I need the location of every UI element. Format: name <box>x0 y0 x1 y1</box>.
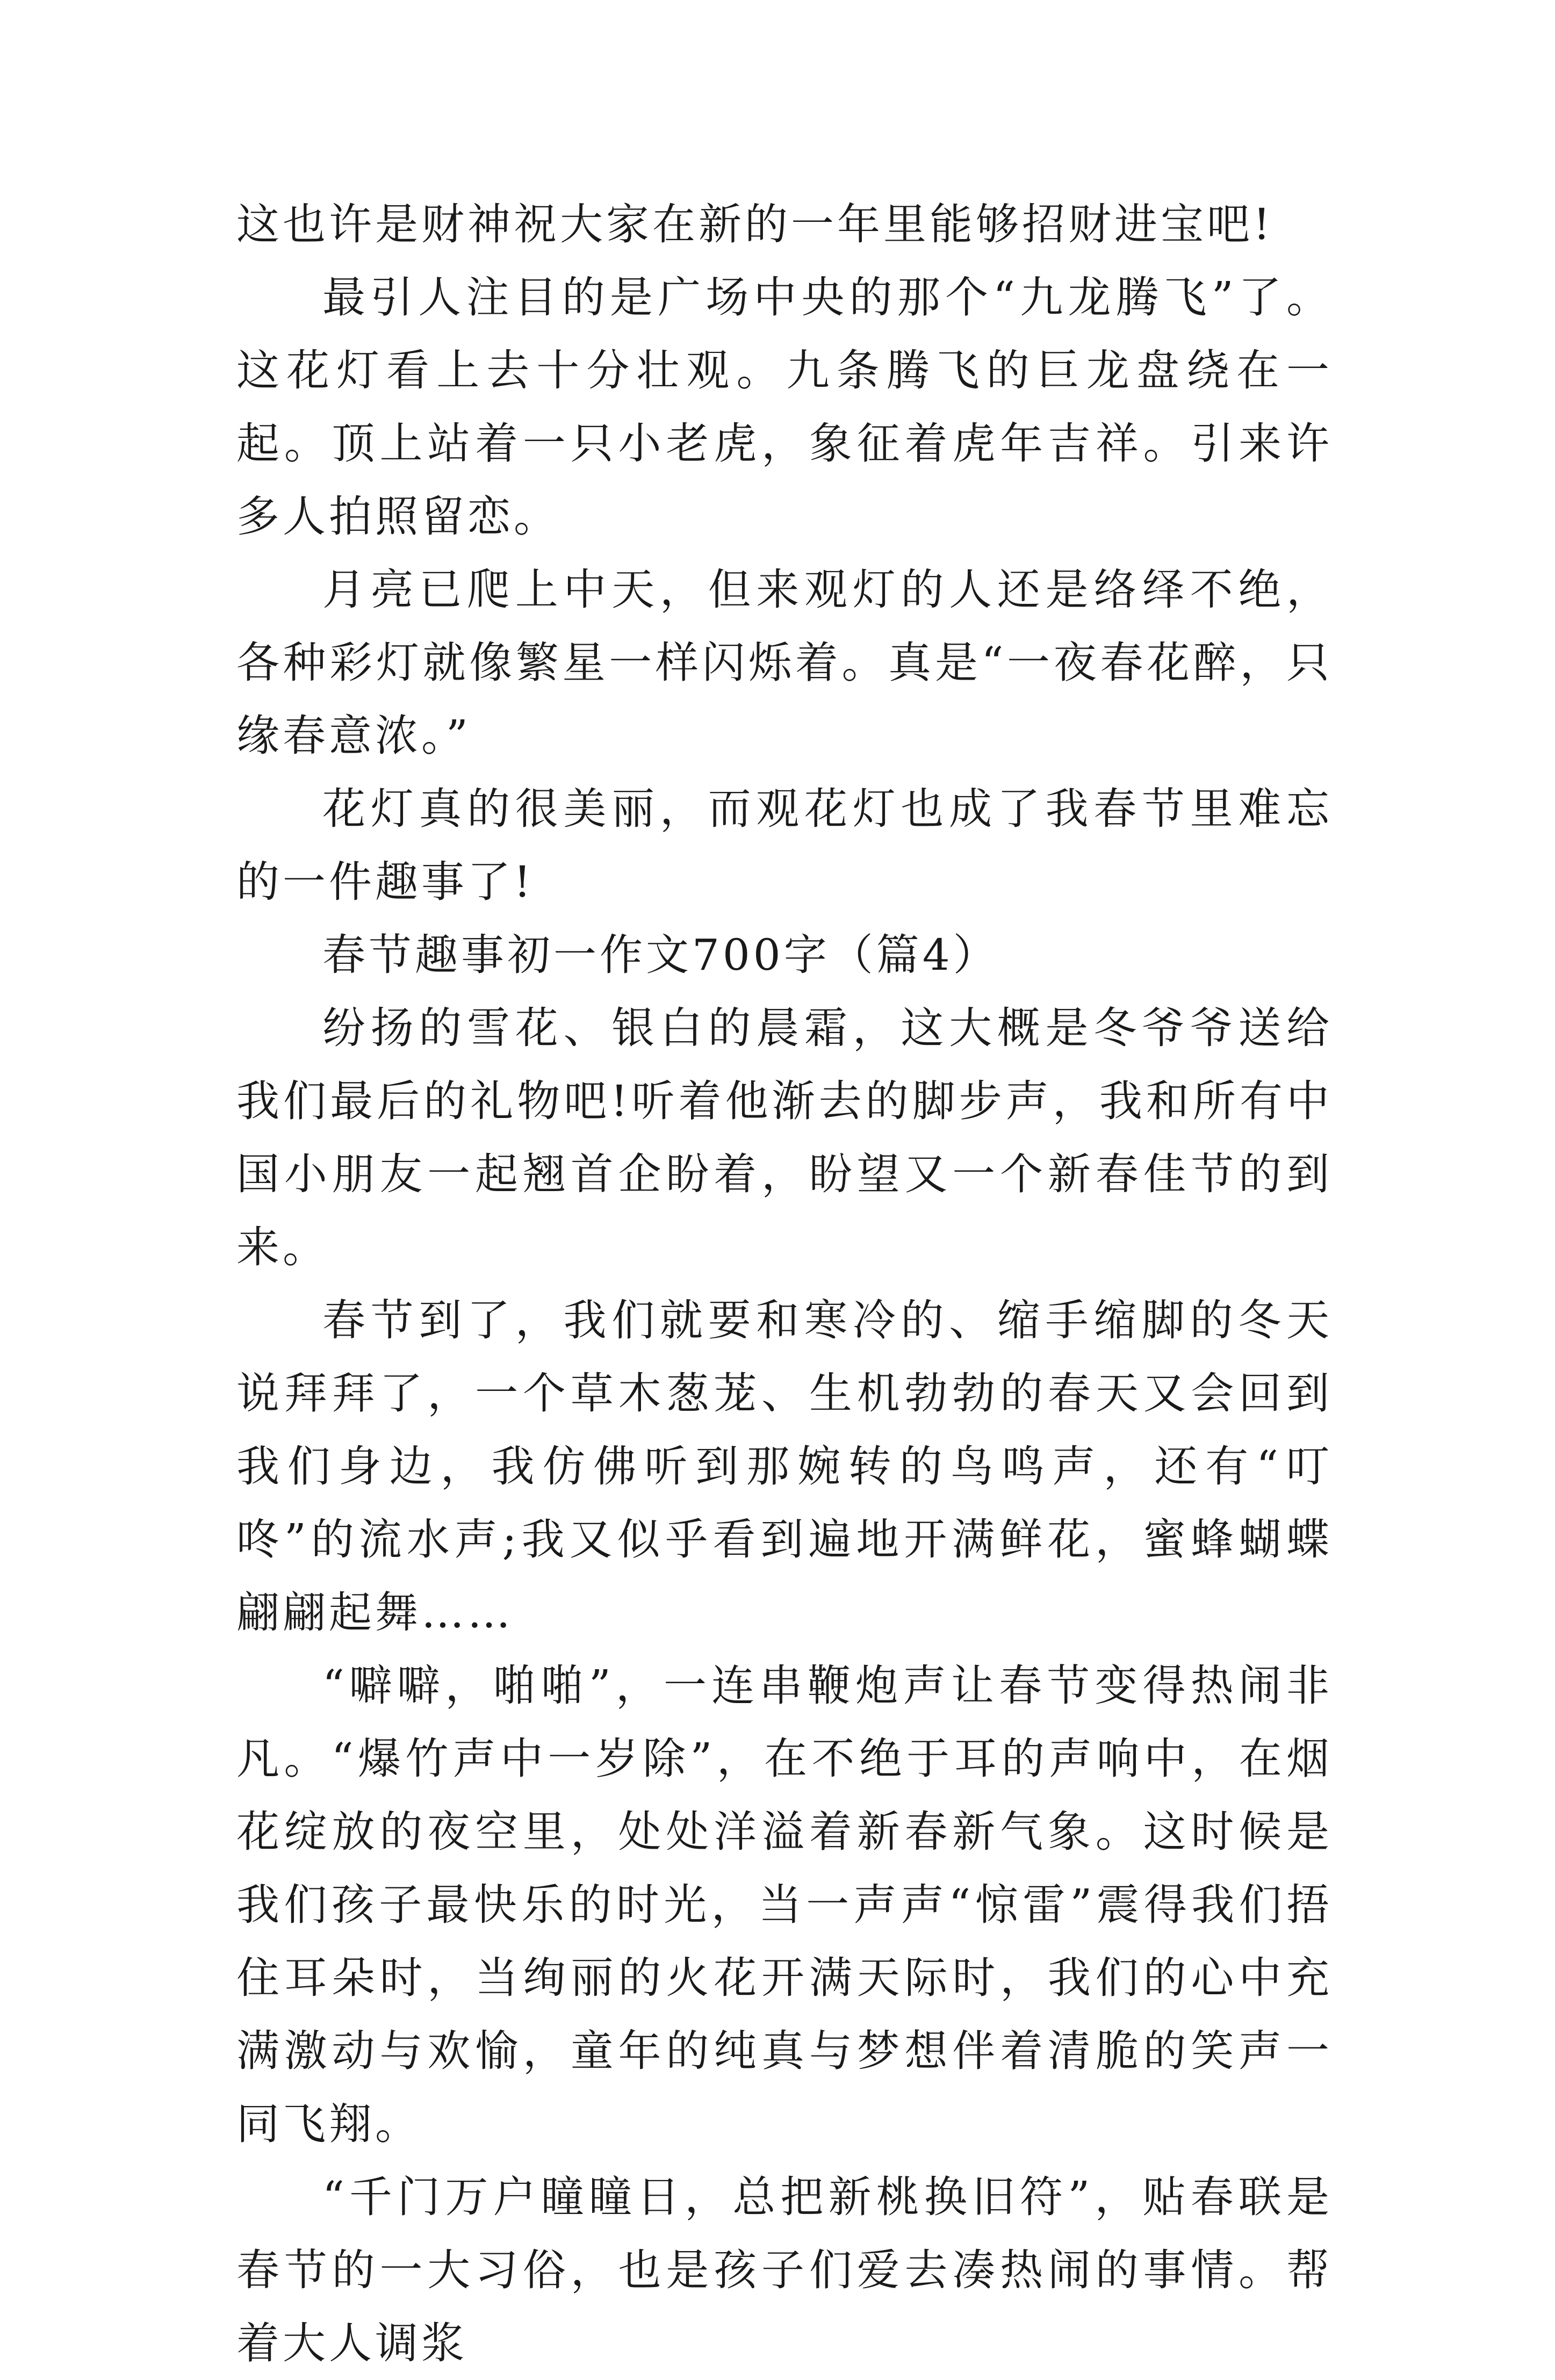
paragraph-6: 春节到了，我们就要和寒冷的、缩手缩脚的冬天说拜拜了，一个草木葱茏、生机勃勃的春天又会回到我们身边，我仿佛听到那婉转的鸟鸣声，还有“叮咚”的流水声;我又似乎看到遍地开满鲜花，蜜蜂蝴蝶翩翩起舞…… <box>236 1295 1333 1638</box>
paragraph-4: 花灯真的很美丽，而观花灯也成了我春节里难忘的一件趣事了! <box>236 784 1333 907</box>
paragraph-1: 这也许是财神祝大家在新的一年里能够招财进宝吧! <box>236 199 1274 249</box>
body-text <box>236 188 1333 2380</box>
paragraph-7: “噼噼，啪啪”，一连串鞭炮声让春节变得热闹非凡。“爆竹声中一岁除”，在不绝于耳的声响中，在烟花绽放的夜空里，处处洋溢着新春新气象。这时候是我们孩子最快乐的时光，当一声声“惊雷”震得我们捂住耳朵时，当绚丽的火花开满天际时，我们的心中充满激动与欢愉，童年的纯真与梦想伴着清脆的笑声一同飞翔。 <box>236 1661 1333 2149</box>
section-heading: 春节趣事初一作文700字（篇4） <box>322 930 999 980</box>
paragraph-2: 最引人注目的是广场中央的那个“九龙腾飞”了。这花灯看上去十分壮观。九条腾飞的巨龙盘绕在一起。顶上站着一只小老虎，象征着虎年吉祥。引来许多人拍照留恋。 <box>236 272 1333 542</box>
paragraph-5: 纷扬的雪花、银白的晨霜，这大概是冬爷爷送给我们最后的礼物吧!听着他渐去的脚步声，我和所有中国小朋友一起翘首企盼着，盼望又一个新春佳节的到来。 <box>236 1003 1333 1272</box>
paragraph-3: 月亮已爬上中天，但来观灯的人还是络绎不绝，各种彩灯就像繁星一样闪烁着。真是“一夜春花醉，只缘春意浓。” <box>236 565 1333 761</box>
paragraph-8: “千门万户瞳瞳日，总把新桃换旧符”，贴春联是春节的一大习俗，也是孩子们爱去凑热闹的事情。帮着大人调浆 <box>236 2172 1333 2368</box>
